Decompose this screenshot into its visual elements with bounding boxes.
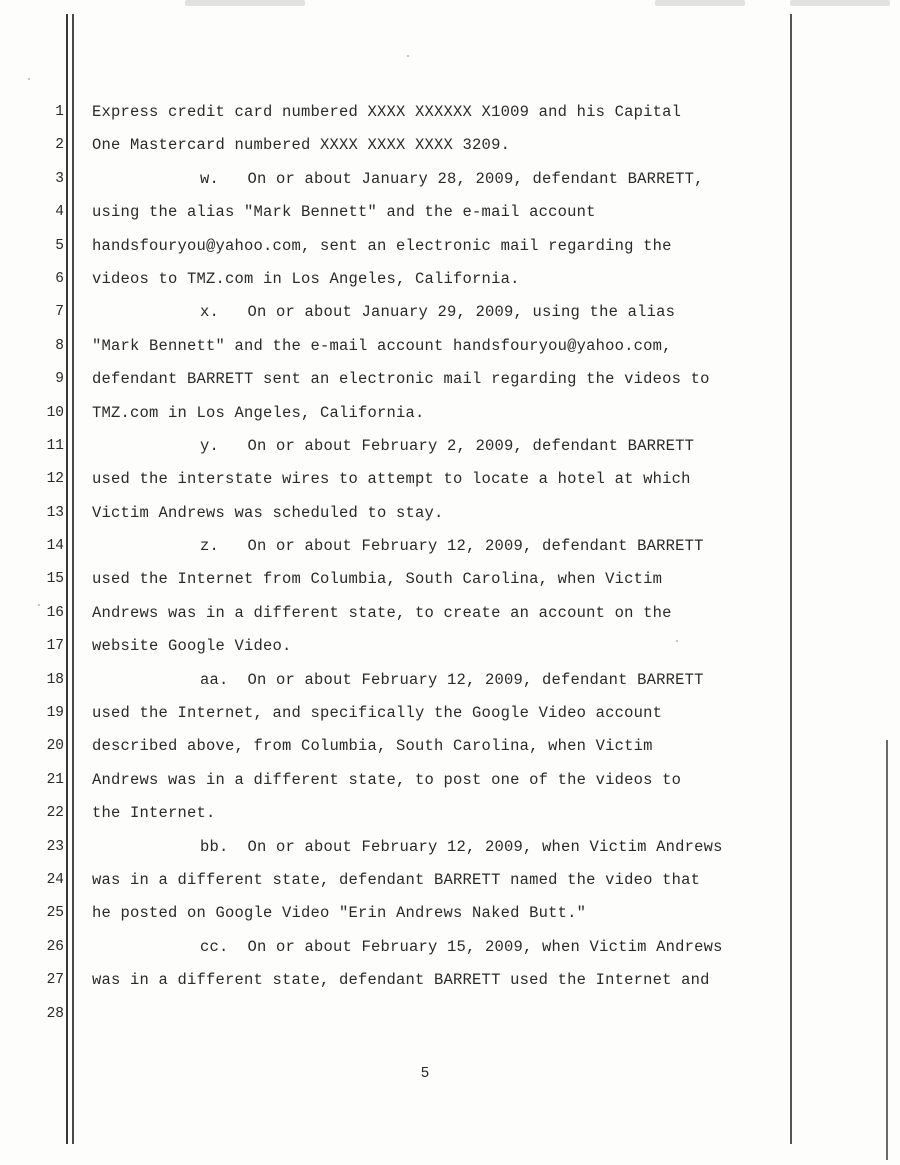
pleading-line — [0, 196, 900, 229]
line-number: 23 — [46, 838, 64, 855]
line-text: z. On or about February 12, 2009, defendant BARRETT — [200, 537, 704, 556]
line-number: 25 — [46, 905, 64, 922]
line-number: 4 — [55, 204, 64, 221]
pleading-line — [0, 797, 900, 830]
line-text: bb. On or about February 12, 2009, when Victim Andrews — [200, 837, 723, 856]
line-text: Express credit card numbered XXXX XXXXXX X1009 and his Capital — [92, 103, 682, 121]
line-number: 20 — [46, 738, 64, 755]
line-text: TMZ.com in Los Angeles, California. — [92, 403, 425, 422]
line-text: was in a different state, defendant BARRETT named the video that — [92, 870, 701, 889]
scan-speck — [407, 55, 409, 57]
line-number: 2 — [55, 137, 64, 154]
pleading-line — [0, 363, 900, 396]
pleading-line — [0, 630, 900, 663]
pleading-line — [0, 730, 900, 763]
line-text: w. On or about January 28, 2009, defendant BARRETT, — [200, 169, 704, 188]
line-number: 28 — [46, 1005, 64, 1022]
line-text: was in a different state, defendant BARRETT used the Internet and — [92, 971, 710, 990]
line-text: y. On or about February 2, 2009, defendant BARRETT — [200, 436, 695, 455]
pleading-line — [0, 563, 900, 596]
line-number: 18 — [46, 671, 64, 688]
pleading-line — [0, 263, 900, 296]
line-number: 6 — [55, 270, 64, 287]
line-text: videos to TMZ.com in Los Angeles, California. — [92, 269, 520, 288]
line-number: 19 — [46, 705, 64, 722]
line-text: x. On or about January 29, 2009, using the alias — [200, 303, 676, 322]
pleading-line — [0, 764, 900, 797]
line-text: used the Internet from Columbia, South Carolina, when Victim — [92, 570, 663, 589]
pleading-lines — [0, 96, 900, 1031]
line-number: 12 — [46, 471, 64, 488]
pleading-line — [0, 96, 900, 129]
line-number: 15 — [46, 571, 64, 588]
pleading-line — [0, 430, 900, 463]
line-number: 13 — [46, 504, 64, 521]
pleading-line — [0, 463, 900, 496]
line-number: 3 — [55, 170, 64, 187]
line-text: the Internet. — [92, 804, 216, 823]
pleading-line — [0, 597, 900, 630]
line-text: used the interstate wires to attempt to locate a hotel at which — [92, 470, 691, 489]
pleading-line — [0, 964, 900, 997]
line-number: 14 — [46, 538, 64, 555]
line-text: handsfouryou@yahoo.com, sent an electronic mail regarding the — [92, 236, 672, 255]
line-text: One Mastercard numbered XXXX XXXX XXXX 3209. — [92, 136, 511, 155]
scan-speck — [28, 78, 30, 80]
line-number: 26 — [46, 938, 64, 955]
line-number: 1 — [55, 104, 64, 120]
line-text: defendant BARRETT sent an electronic mail regarding the videos to — [92, 370, 710, 389]
line-number: 9 — [55, 371, 64, 388]
pleading-line — [0, 129, 900, 162]
pleading-line — [0, 998, 900, 1031]
pleading-line — [0, 864, 900, 897]
line-text: Victim Andrews was scheduled to stay. — [92, 503, 444, 522]
pleading-line — [0, 931, 900, 964]
header-smudge — [655, 0, 745, 6]
line-text: Andrews was in a different state, to create an account on the — [92, 603, 672, 622]
pleading-line — [0, 897, 900, 930]
line-number: 10 — [46, 404, 64, 421]
line-number: 24 — [46, 871, 64, 888]
line-text: using the alias "Mark Bennett" and the e-mail account — [92, 203, 596, 222]
line-text: Andrews was in a different state, to post one of the videos to — [92, 770, 682, 789]
line-text: website Google Video. — [92, 637, 292, 656]
line-number: 8 — [55, 337, 64, 354]
line-text: "Mark Bennett" and the e-mail account handsfouryou@yahoo.com, — [92, 336, 672, 355]
line-text: he posted on Google Video "Erin Andrews Naked Butt." — [92, 904, 587, 923]
line-number: 17 — [46, 638, 64, 655]
pleading-line — [0, 397, 900, 430]
pleading-line — [0, 697, 900, 730]
line-text: used the Internet, and specifically the Google Video account — [92, 704, 663, 723]
header-smudge — [790, 0, 890, 6]
line-number: 16 — [46, 604, 64, 621]
line-text: aa. On or about February 12, 2009, defendant BARRETT — [200, 670, 704, 689]
pleading-line — [0, 163, 900, 196]
line-text: cc. On or about February 15, 2009, when Victim Andrews — [200, 937, 723, 956]
pleading-line — [0, 296, 900, 329]
line-text: described above, from Columbia, South Carolina, when Victim — [92, 737, 653, 756]
header-smudge — [185, 0, 305, 6]
pleading-line — [0, 530, 900, 563]
pleading-line — [0, 664, 900, 697]
pleading-line — [0, 497, 900, 530]
line-number: 11 — [46, 437, 64, 454]
pleading-line — [0, 831, 900, 864]
pleading-line — [0, 230, 900, 263]
page-number: 5 — [420, 1066, 430, 1082]
pleading-line — [0, 330, 900, 363]
line-number: 21 — [46, 771, 64, 788]
line-number: 7 — [55, 304, 64, 321]
line-number: 22 — [46, 805, 64, 822]
line-number: 5 — [55, 237, 64, 254]
line-number: 27 — [46, 972, 64, 989]
